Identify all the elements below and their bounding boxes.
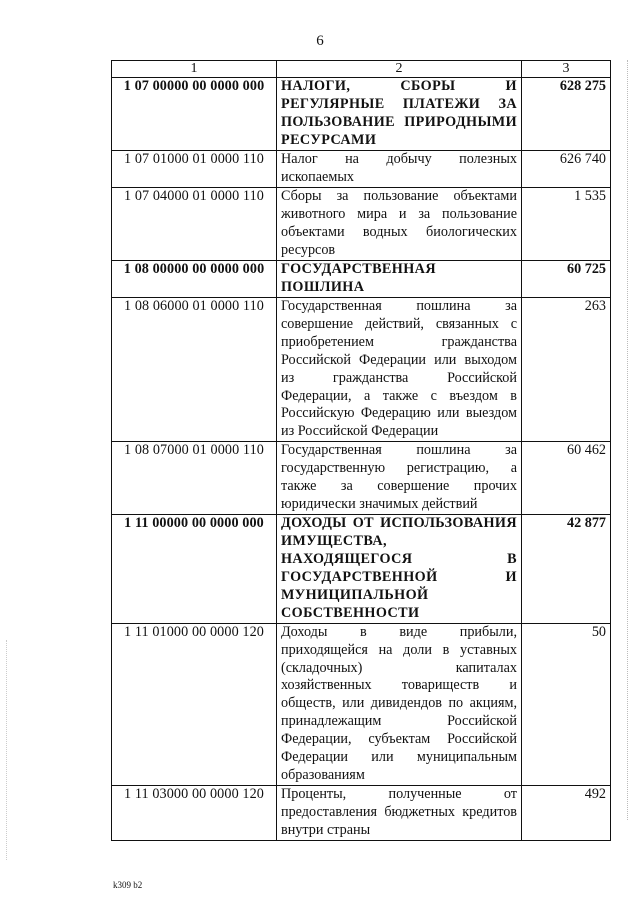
row-amount: 626 740 <box>522 151 611 188</box>
row-name: НАЛОГИ, СБОРЫ И РЕГУЛЯРНЫЕ ПЛАТЕЖИ ЗА ПОЛЬЗОВАНИЕ ПРИРОДНЫМИ РЕСУРСАМИ <box>277 78 522 151</box>
row-amount: 42 877 <box>522 515 611 623</box>
row-amount: 1 535 <box>522 188 611 261</box>
row-amount: 60 725 <box>522 261 611 298</box>
row-code: 1 07 00000 00 0000 000 <box>112 78 277 151</box>
table-body <box>112 78 611 841</box>
column-header-name: 2 <box>277 61 522 78</box>
row-amount: 263 <box>522 298 611 442</box>
row-code: 1 08 06000 01 0000 110 <box>112 298 277 442</box>
table-row <box>112 515 611 623</box>
table-row <box>112 151 611 188</box>
row-amount: 492 <box>522 785 611 840</box>
scan-edge-right <box>626 60 628 820</box>
table-header-row <box>112 61 611 78</box>
row-name: Государственная пошлина за государственную регистрацию, а также за совершение прочих юридически значимых действий <box>277 442 522 515</box>
row-amount: 628 275 <box>522 78 611 151</box>
row-code: 1 08 07000 01 0000 110 <box>112 442 277 515</box>
row-code: 1 07 01000 01 0000 110 <box>112 151 277 188</box>
row-name: Доходы в виде прибыли, приходящейся на доли в уставных (складочных) капиталах хозяйственных товариществ и обществ, или дивидендов по акциям, принадлежащим Российской Федерации, субъектам Российской Федерации или муниципальным образованиям <box>277 623 522 785</box>
row-name: ГОСУДАРСТВЕННАЯ ПОШЛИНА <box>277 261 522 298</box>
row-code: 1 11 00000 00 0000 000 <box>112 515 277 623</box>
table-row <box>112 785 611 840</box>
row-name: Государственная пошлина за совершение действий, связанных с приобретением гражданства Российской Федерации или выходом из гражданства Российской Федерации, а также с въездом в Российскую Федерацию или выездом из Российской Федерации <box>277 298 522 442</box>
table-row <box>112 298 611 442</box>
row-name: Сборы за пользование объектами животного мира и за пользование объектами водных биологических ресурсов <box>277 188 522 261</box>
footer-code: k309 b2 <box>113 880 143 890</box>
row-name: Налог на добычу полезных ископаемых <box>277 151 522 188</box>
column-header-code: 1 <box>112 61 277 78</box>
revenue-table <box>111 60 611 841</box>
page-number: 6 <box>316 33 324 49</box>
row-code: 1 08 00000 00 0000 000 <box>112 261 277 298</box>
table-row <box>112 188 611 261</box>
row-code: 1 07 04000 01 0000 110 <box>112 188 277 261</box>
scan-edge-left <box>6 640 8 860</box>
table-row <box>112 78 611 151</box>
row-code: 1 11 03000 00 0000 120 <box>112 785 277 840</box>
column-header-amount: 3 <box>522 61 611 78</box>
row-amount: 50 <box>522 623 611 785</box>
row-name: Проценты, полученные от предоставления бюджетных кредитов внутри страны <box>277 785 522 840</box>
table-row <box>112 261 611 298</box>
table-row <box>112 623 611 785</box>
row-amount: 60 462 <box>522 442 611 515</box>
table-row <box>112 442 611 515</box>
row-code: 1 11 01000 00 0000 120 <box>112 623 277 785</box>
row-name: ДОХОДЫ ОТ ИСПОЛЬЗОВАНИЯ ИМУЩЕСТВА, НАХОДЯЩЕГОСЯ В ГОСУДАРСТВЕННОЙ И МУНИЦИПАЛЬНОЙ СОБСТВЕННОСТИ <box>277 515 522 623</box>
